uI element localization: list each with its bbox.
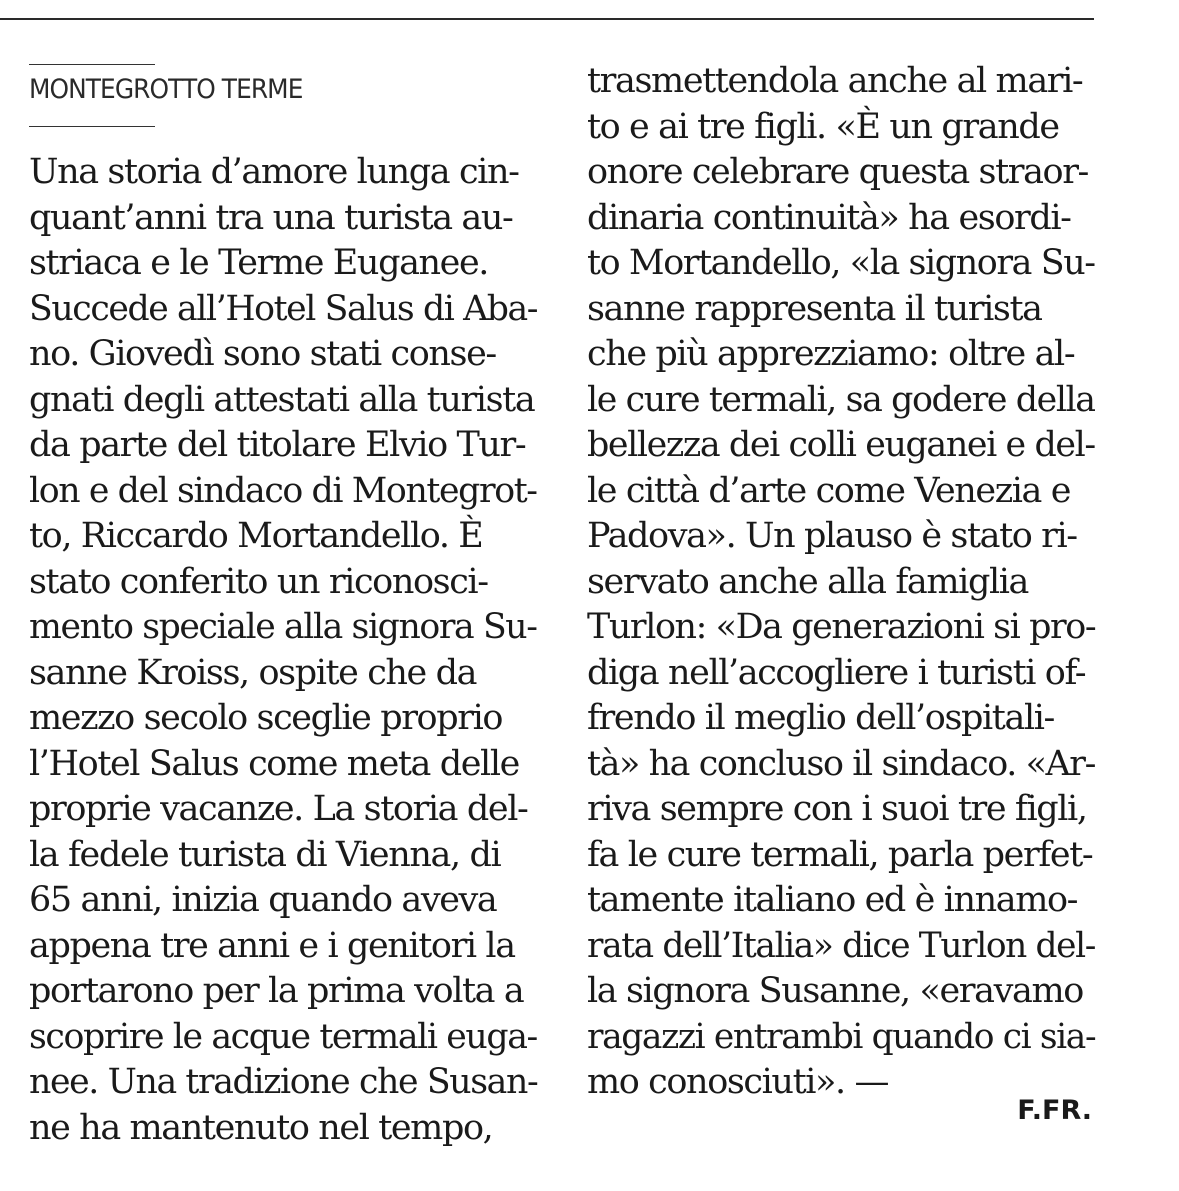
text-line: frendo il meglio dell’ospitali- — [587, 698, 1054, 738]
text-line: Succede all’Hotel Salus di Aba- — [29, 288, 538, 329]
text-line: Turlon: «Da generazioni si pro- — [587, 607, 1096, 647]
text-line: scoprire le acque termali euga- — [29, 1016, 537, 1057]
text-line: striaca e le Terme Euganee. — [29, 243, 489, 283]
article-column-right — [587, 59, 1095, 1106]
text-line: quant’anni tra una turista au- — [29, 197, 513, 238]
text-line: riva sempre con i suoi tre figli, — [587, 789, 1087, 829]
text-line: mento speciale alla signora Su- — [29, 607, 537, 647]
text-line: lon e del sindaco di Montegrot- — [29, 470, 537, 511]
text-line: tamente italiano ed è innamo- — [587, 880, 1078, 920]
text-line: onore celebrare questa straor- — [587, 152, 1088, 192]
text-line: mo conosciuti». — — [587, 1062, 889, 1102]
text-line: ragazzi entrambi quando ci sia- — [587, 1016, 1096, 1057]
author-signature: F.FR. — [1017, 1095, 1092, 1126]
text-line: tà» ha concluso il sindaco. «Ar- — [587, 743, 1095, 784]
text-line: to Mortandello, «la signora Su- — [587, 243, 1095, 283]
text-line: la fedele turista di Vienna, di — [29, 834, 501, 875]
text-line: rata dell’Italia» dice Turlon del- — [587, 925, 1095, 966]
text-line: Una storia d’amore lunga cin- — [29, 152, 519, 192]
text-line: portarono per la prima volta a — [29, 971, 524, 1011]
text-line: che più apprezziamo: oltre al- — [587, 334, 1075, 374]
text-line: trasmettendola anche al mari- — [587, 61, 1083, 101]
text-line: diga nell’accogliere i turisti of- — [587, 652, 1086, 693]
text-line: proprie vacanze. La storia del- — [29, 789, 528, 829]
text-line: le cure termali, sa godere della — [587, 379, 1095, 420]
text-line: dinaria continuità» ha esordi- — [587, 197, 1071, 238]
text-line: mezzo secolo sceglie proprio — [29, 698, 503, 738]
text-line: gnati degli attestati alla turista — [29, 379, 535, 420]
text-line: sanne Kroiss, ospite che da — [29, 652, 477, 693]
text-line: 65 anni, inizia quando aveva — [29, 880, 497, 920]
text-line: la signora Susanne, «eravamo — [587, 971, 1083, 1011]
text-line: fa le cure termali, parla perfet- — [587, 834, 1093, 875]
text-line: stato conferito un riconosci- — [29, 561, 488, 602]
text-line: ne ha mantenuto nel tempo, — [29, 1107, 493, 1148]
text-line: servato anche alla famiglia — [587, 561, 1029, 602]
kicker-rule-bottom — [29, 126, 155, 127]
top-rule — [0, 18, 1094, 20]
article-column-left — [29, 150, 537, 1151]
text-line: to e ai tre figli. «È un grande — [587, 106, 1059, 147]
location-kicker: MONTEGROTTO TERME — [29, 74, 303, 105]
text-line: sanne rappresenta il turista — [587, 288, 1042, 329]
text-line: bellezza dei colli euganei e del- — [587, 425, 1095, 465]
text-line: no. Giovedì sono stati conse- — [29, 334, 496, 374]
text-line: Padova». Un plauso è stato ri- — [587, 516, 1077, 556]
text-line: da parte del titolare Elvio Tur- — [29, 425, 526, 465]
kicker-rule-top — [29, 64, 155, 65]
text-line: to, Riccardo Mortandello. È — [29, 516, 483, 556]
text-line: le città d’arte come Venezia e — [587, 470, 1071, 511]
text-line: appena tre anni e i genitori la — [29, 925, 515, 966]
text-line: l’Hotel Salus come meta delle — [29, 743, 519, 784]
text-line: nee. Una tradizione che Susan- — [29, 1062, 538, 1102]
